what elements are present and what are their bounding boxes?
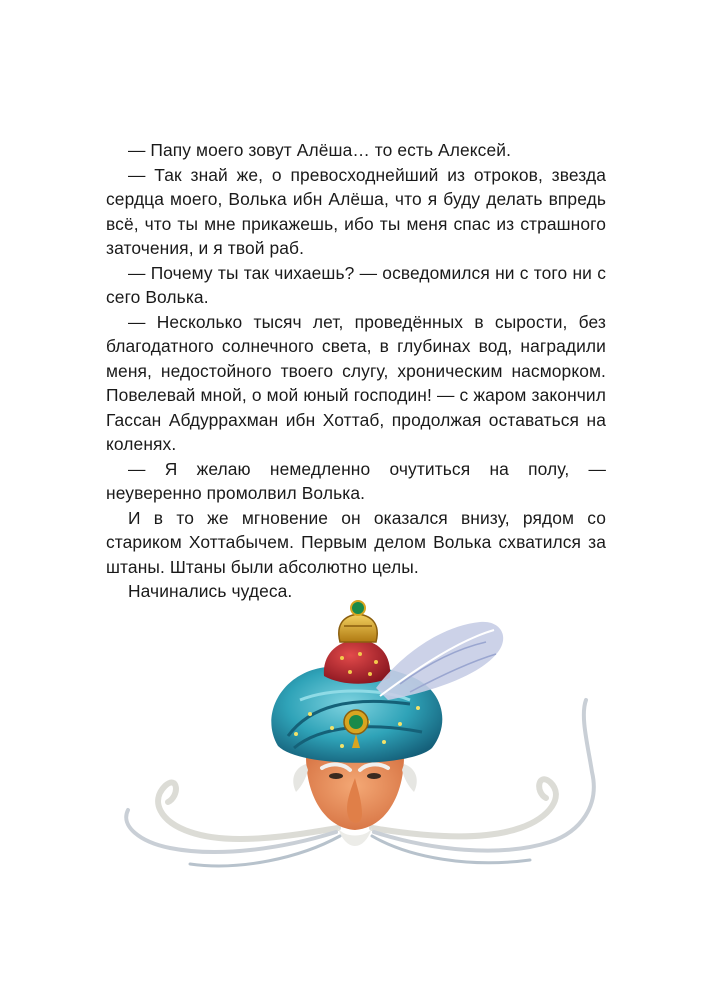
paragraph-7: Начинались чудеса. <box>128 581 293 601</box>
paragraph-2: — Так знай же, о превосходнейший из отроков, звезда сердца моего, Волька ибн Алёша, что я буду делать впредь всё, что ты мне прикажешь, ибо ты меня спас из страшного заточения, и я твой раб. <box>106 164 606 258</box>
hair-right <box>402 764 417 792</box>
gold-crown <box>339 614 377 642</box>
beard <box>338 828 372 846</box>
story-text <box>106 138 606 604</box>
paragraph-4: — Несколько тысяч лет, проведённых в сырости, без благодатного солнечного света, в глубинах вод, наградили меня, недостойного твоего слугу, хроническим насморком. Повелевай мной, о мой юный господин! — с жаром закончил Гассан Абдуррахман ибн Хоттаб, продолжая оставаться на коленях. <box>106 311 606 454</box>
paragraph-6: И в то же мгновение он оказался внизу, рядом со стариком Хоттабычем. Первым делом Волька схватился за штаны. Штаны были абсолютно целы. <box>106 507 606 577</box>
paragraph-1: — Папу моего зовут Алёша… то есть Алексей. <box>128 140 511 160</box>
paragraph-5: — Я желаю немедленно очутиться на полу, — неуверенно промолвил Волька. <box>106 458 606 503</box>
crown-gem <box>351 601 365 615</box>
hair-left <box>293 764 308 792</box>
red-cap <box>324 640 390 684</box>
mustache-left <box>126 782 340 865</box>
eye-right <box>367 773 381 779</box>
hottabych-illustration <box>110 596 620 896</box>
paragraph-3: — Почему ты так чихаешь? — осведомился ни с того ни с сего Волька. <box>106 262 606 307</box>
eye-left <box>329 773 343 779</box>
